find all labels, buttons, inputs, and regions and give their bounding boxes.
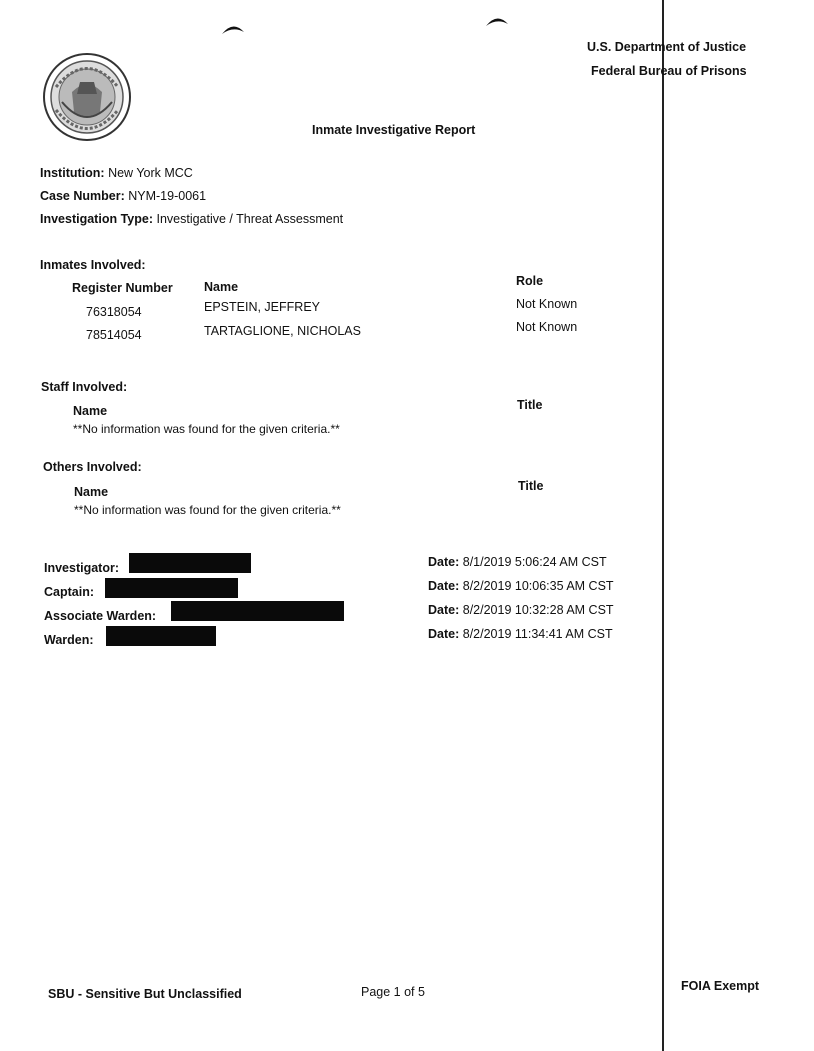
inmate-register: 78514054 <box>86 328 142 342</box>
inmates-col-role: Role <box>516 274 544 288</box>
redaction-block <box>106 626 216 646</box>
inmates-col-register: Register Number <box>72 281 173 295</box>
case-number-value: NYM-19-0061 <box>128 189 207 203</box>
warden-label: Warden: <box>44 633 94 647</box>
captain-label: Captain: <box>44 585 94 599</box>
inmate-register: 76318054 <box>86 305 142 319</box>
institution-label: Institution: <box>40 166 105 180</box>
investigator-label: Investigator: <box>44 561 120 575</box>
institution-value: New York MCC <box>108 166 193 180</box>
scan-fold-line <box>662 0 664 1051</box>
report-title: Inmate Investigative Report <box>312 123 476 137</box>
others-col-name: Name <box>74 485 109 499</box>
date-label: Date: <box>428 603 460 617</box>
staff-heading: Staff Involved: <box>41 380 128 394</box>
staff-col-title: Title <box>517 398 543 412</box>
agency-name: U.S. Department of Justice <box>587 40 747 54</box>
inmate-role: Not Known <box>516 297 578 311</box>
inmate-role: Not Known <box>516 320 578 334</box>
associate-warden-label: Associate Warden: <box>44 609 157 623</box>
case-number-field <box>40 189 206 203</box>
investigation-type-label: Investigation Type: <box>40 212 153 226</box>
classification-footer: SBU - Sensitive But Unclassified <box>48 987 242 1001</box>
institution-field <box>40 166 193 180</box>
others-heading: Others Involved: <box>43 460 142 474</box>
doj-seal-logo <box>42 52 132 142</box>
case-number-label: Case Number: <box>40 189 125 203</box>
inmates-col-name: Name <box>204 280 239 294</box>
scan-artifact-mark <box>484 14 510 28</box>
inmates-heading: Inmates Involved: <box>40 258 146 272</box>
redaction-block <box>171 601 344 621</box>
investigator-date <box>428 555 607 569</box>
scan-artifact-mark <box>220 22 246 36</box>
investigation-type-value: Investigative / Threat Assessment <box>156 212 344 226</box>
warden-date <box>428 627 613 641</box>
bureau-name: Federal Bureau of Prisons <box>591 64 747 78</box>
date-value: 8/1/2019 5:06:24 AM CST <box>462 555 607 569</box>
inmate-name: EPSTEIN, JEFFREY <box>204 300 320 314</box>
date-value: 8/2/2019 11:34:41 AM CST <box>462 627 613 641</box>
redaction-block <box>105 578 238 598</box>
date-value: 8/2/2019 10:06:35 AM CST <box>462 579 614 593</box>
redaction-block <box>129 553 251 573</box>
staff-empty-message: **No information was found for the given criteria.** <box>73 422 340 436</box>
foia-footer: FOIA Exempt <box>681 979 760 993</box>
inmate-name: TARTAGLIONE, NICHOLAS <box>204 324 361 338</box>
staff-col-name: Name <box>73 404 108 418</box>
others-col-title: Title <box>518 479 544 493</box>
captain-date <box>428 579 614 593</box>
date-value: 8/2/2019 10:32:28 AM CST <box>462 603 614 617</box>
investigation-type-field <box>40 212 343 226</box>
date-label: Date: <box>428 555 460 569</box>
others-empty-message: **No information was found for the given criteria.** <box>74 503 341 517</box>
associate-warden-date <box>428 603 614 617</box>
date-label: Date: <box>428 579 460 593</box>
date-label: Date: <box>428 627 460 641</box>
page-number: Page 1 of 5 <box>361 985 425 999</box>
